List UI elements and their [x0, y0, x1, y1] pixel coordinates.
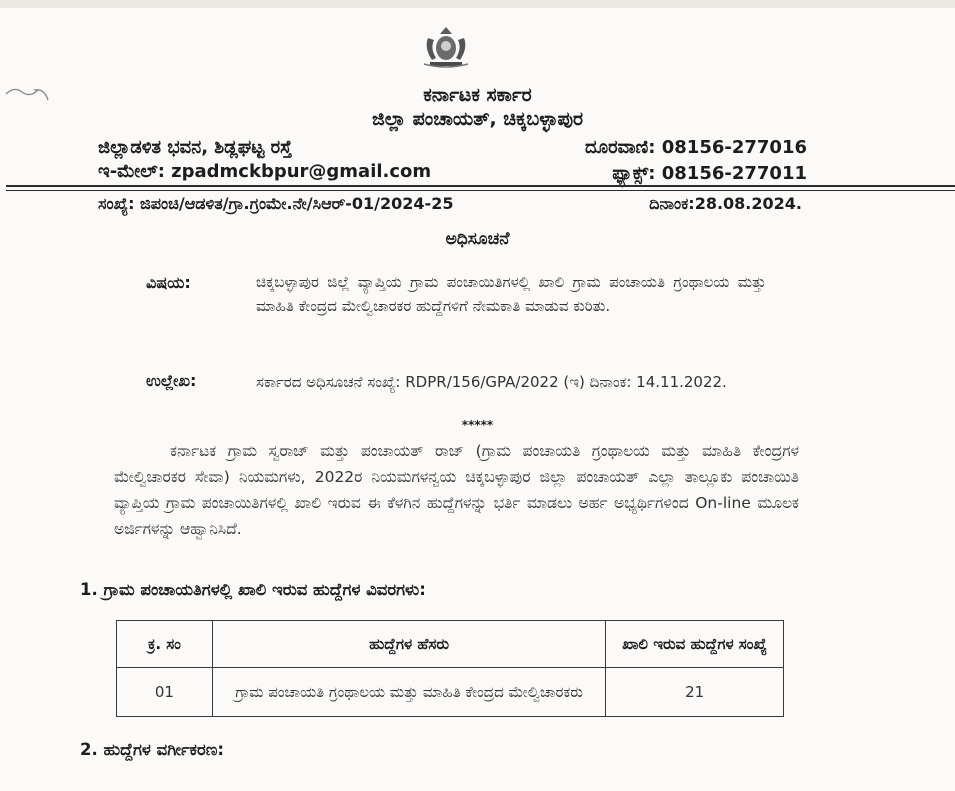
office-name: ಜಿಲ್ಲಾ ಪಂಚಾಯತ್, ಚಿಕ್ಕಬಳ್ಳಾಪುರ: [371, 108, 584, 130]
state-emblem-icon: [418, 24, 474, 68]
office-address: ಜಿಲ್ಲಾಡಳಿತ ಭವನ, ಶಿಡ್ಲಘಟ್ಟ ರಸ್ತೆ: [98, 137, 292, 158]
cell-serial: 01: [117, 668, 213, 717]
subject-text: ಚಿಕ್ಕಬಳ್ಳಾಪುರ ಜಿಲ್ಲೆ ವ್ಯಾಪ್ತಿಯ ಗ್ರಾಮ ಪಂಚಾಯಿತಿಗಳಲ್ಲಿ ಖಾಲಿ ಗ್ರಾಮ ಪಂಚಾಯತಿ ಗ್ರಂಥಾಲಯ ಮತ್ತು ಮಾಹಿತಿ ಕೇಂದ್ರದ ಮೇಲ್ವಿಚಾರಕರ ಹುದ್ದೆಗಳಿಗೆ ನೇಮಕಾತಿ ಮಾಡುವ ಕುರಿತು.: [256, 273, 766, 315]
section-classification-heading: 2. ಹುದ್ದೆಗಳ ವರ್ಗೀಕರಣ:: [80, 740, 224, 759]
reference-number: ಸಂಖ್ಯೆ: ಜಿಪಂಚಿ/ಆಡಳಿತ/ಗ್ರಾ.ಗ್ರಂಮೇ.ನೇ/ಸಿಆರ್-01/2024-25: [98, 194, 454, 213]
reference-text: ಸರ್ಕಾರದ ಅಧಿಸೂಚನೆ ಸಂಖ್ಯೆ: RDPR/156/GPA/2022 (ಇ) ದಿನಾಂಕ: 14.11.2022.: [256, 373, 727, 391]
cell-vacancy-count: 21: [606, 668, 784, 717]
table-header-row: [117, 621, 784, 668]
body-paragraph: ಕರ್ನಾಟಕ ಗ್ರಾಮ ಸ್ವರಾಜ್ ಮತ್ತು ಪಂಚಾಯತ್ ರಾಜ್ (ಗ್ರಾಮ ಪಂಚಾಯತಿ ಗ್ರಂಥಾಲಯ ಮತ್ತು ಮಾಹಿತಿ ಕೇಂದ್ರಗಳ ಮೇಲ್ವಿಚಾರಕರ ಸೇವಾ) ನಿಯಮಗಳು, 2022ರ ನಿಯಮಗಳನ್ವಯ ಚಿಕ್ಕಬಳ್ಳಾಪುರ ಜಿಲ್ಲಾ ಪಂಚಾಯತ್ ಎಲ್ಲಾ ತಾಲ್ಲೂಕು ಪಂಚಾಯಿತಿ ವ್ಯಾಪ್ತಿಯ ಗ್ರಾಮ ಪಂಚಾಯಿತಿಗಳಲ್ಲಿ ಖಾಲಿ ಇರುವ ಈ ಕೆಳಗಿನ ಹುದ್ದೆಗಳನ್ನು ಭರ್ತಿ ಮಾಡಲು ಅರ್ಹ ಅಭ್ಯರ್ಥಿಗಳಿಂದ On-line ಮೂಲಕ ಅರ್ಜಿಗಳನ್ನು ಆಹ್ವಾನಿಸಿದೆ.: [114, 442, 799, 538]
column-header-vacancy-count: ಖಾಲಿ ಇರುವ ಹುದ್ದೆಗಳ ಸಂಖ್ಯೆ: [606, 621, 784, 668]
page-top-edge: [0, 0, 955, 8]
office-email: ಇ-ಮೇಲ್: zpadmckbpur@gmail.com: [98, 161, 432, 182]
separator-stars: *****: [461, 418, 494, 432]
office-fax: ಫ್ಯಾಕ್ಸ್: 08156-277011: [612, 163, 807, 184]
column-header-serial: ಕ್ರ. ಸಂ: [117, 621, 213, 668]
reference-label: ಉಲ್ಲೇಖ:: [146, 371, 197, 390]
table-row: [117, 668, 784, 717]
header-divider-thin: [6, 190, 955, 191]
office-phone: ದೂರವಾಣಿ: 08156-277016: [585, 137, 807, 158]
subject-label: ವಿಷಯ:: [146, 273, 191, 292]
column-header-post-name: ಹುದ್ದೆಗಳ ಹೆಸರು: [212, 621, 605, 668]
government-name: ಕರ್ನಾಟಕ ಸರ್ಕಾರ: [423, 84, 532, 106]
section-vacancy-details-heading: 1. ಗ್ರಾಮ ಪಂಚಾಯತಿಗಳಲ್ಲಿ ಖಾಲಿ ಇರುವ ಹುದ್ದೆಗಳ ವಿವರಗಳು:: [80, 580, 426, 599]
vacancy-table: [116, 620, 784, 717]
cell-post-name: ಗ್ರಾಮ ಪಂಚಾಯತಿ ಗ್ರಂಥಾಲಯ ಮತ್ತು ಮಾಹಿತಿ ಕೇಂದ್ರದ ಮೇಲ್ವಿಚಾರಕರು: [212, 668, 605, 717]
header-divider: [6, 185, 955, 187]
document-date: ದಿನಾಂಕ:28.08.2024.: [649, 194, 802, 213]
notification-title: ಅಧಿಸೂಚನೆ: [445, 229, 510, 249]
